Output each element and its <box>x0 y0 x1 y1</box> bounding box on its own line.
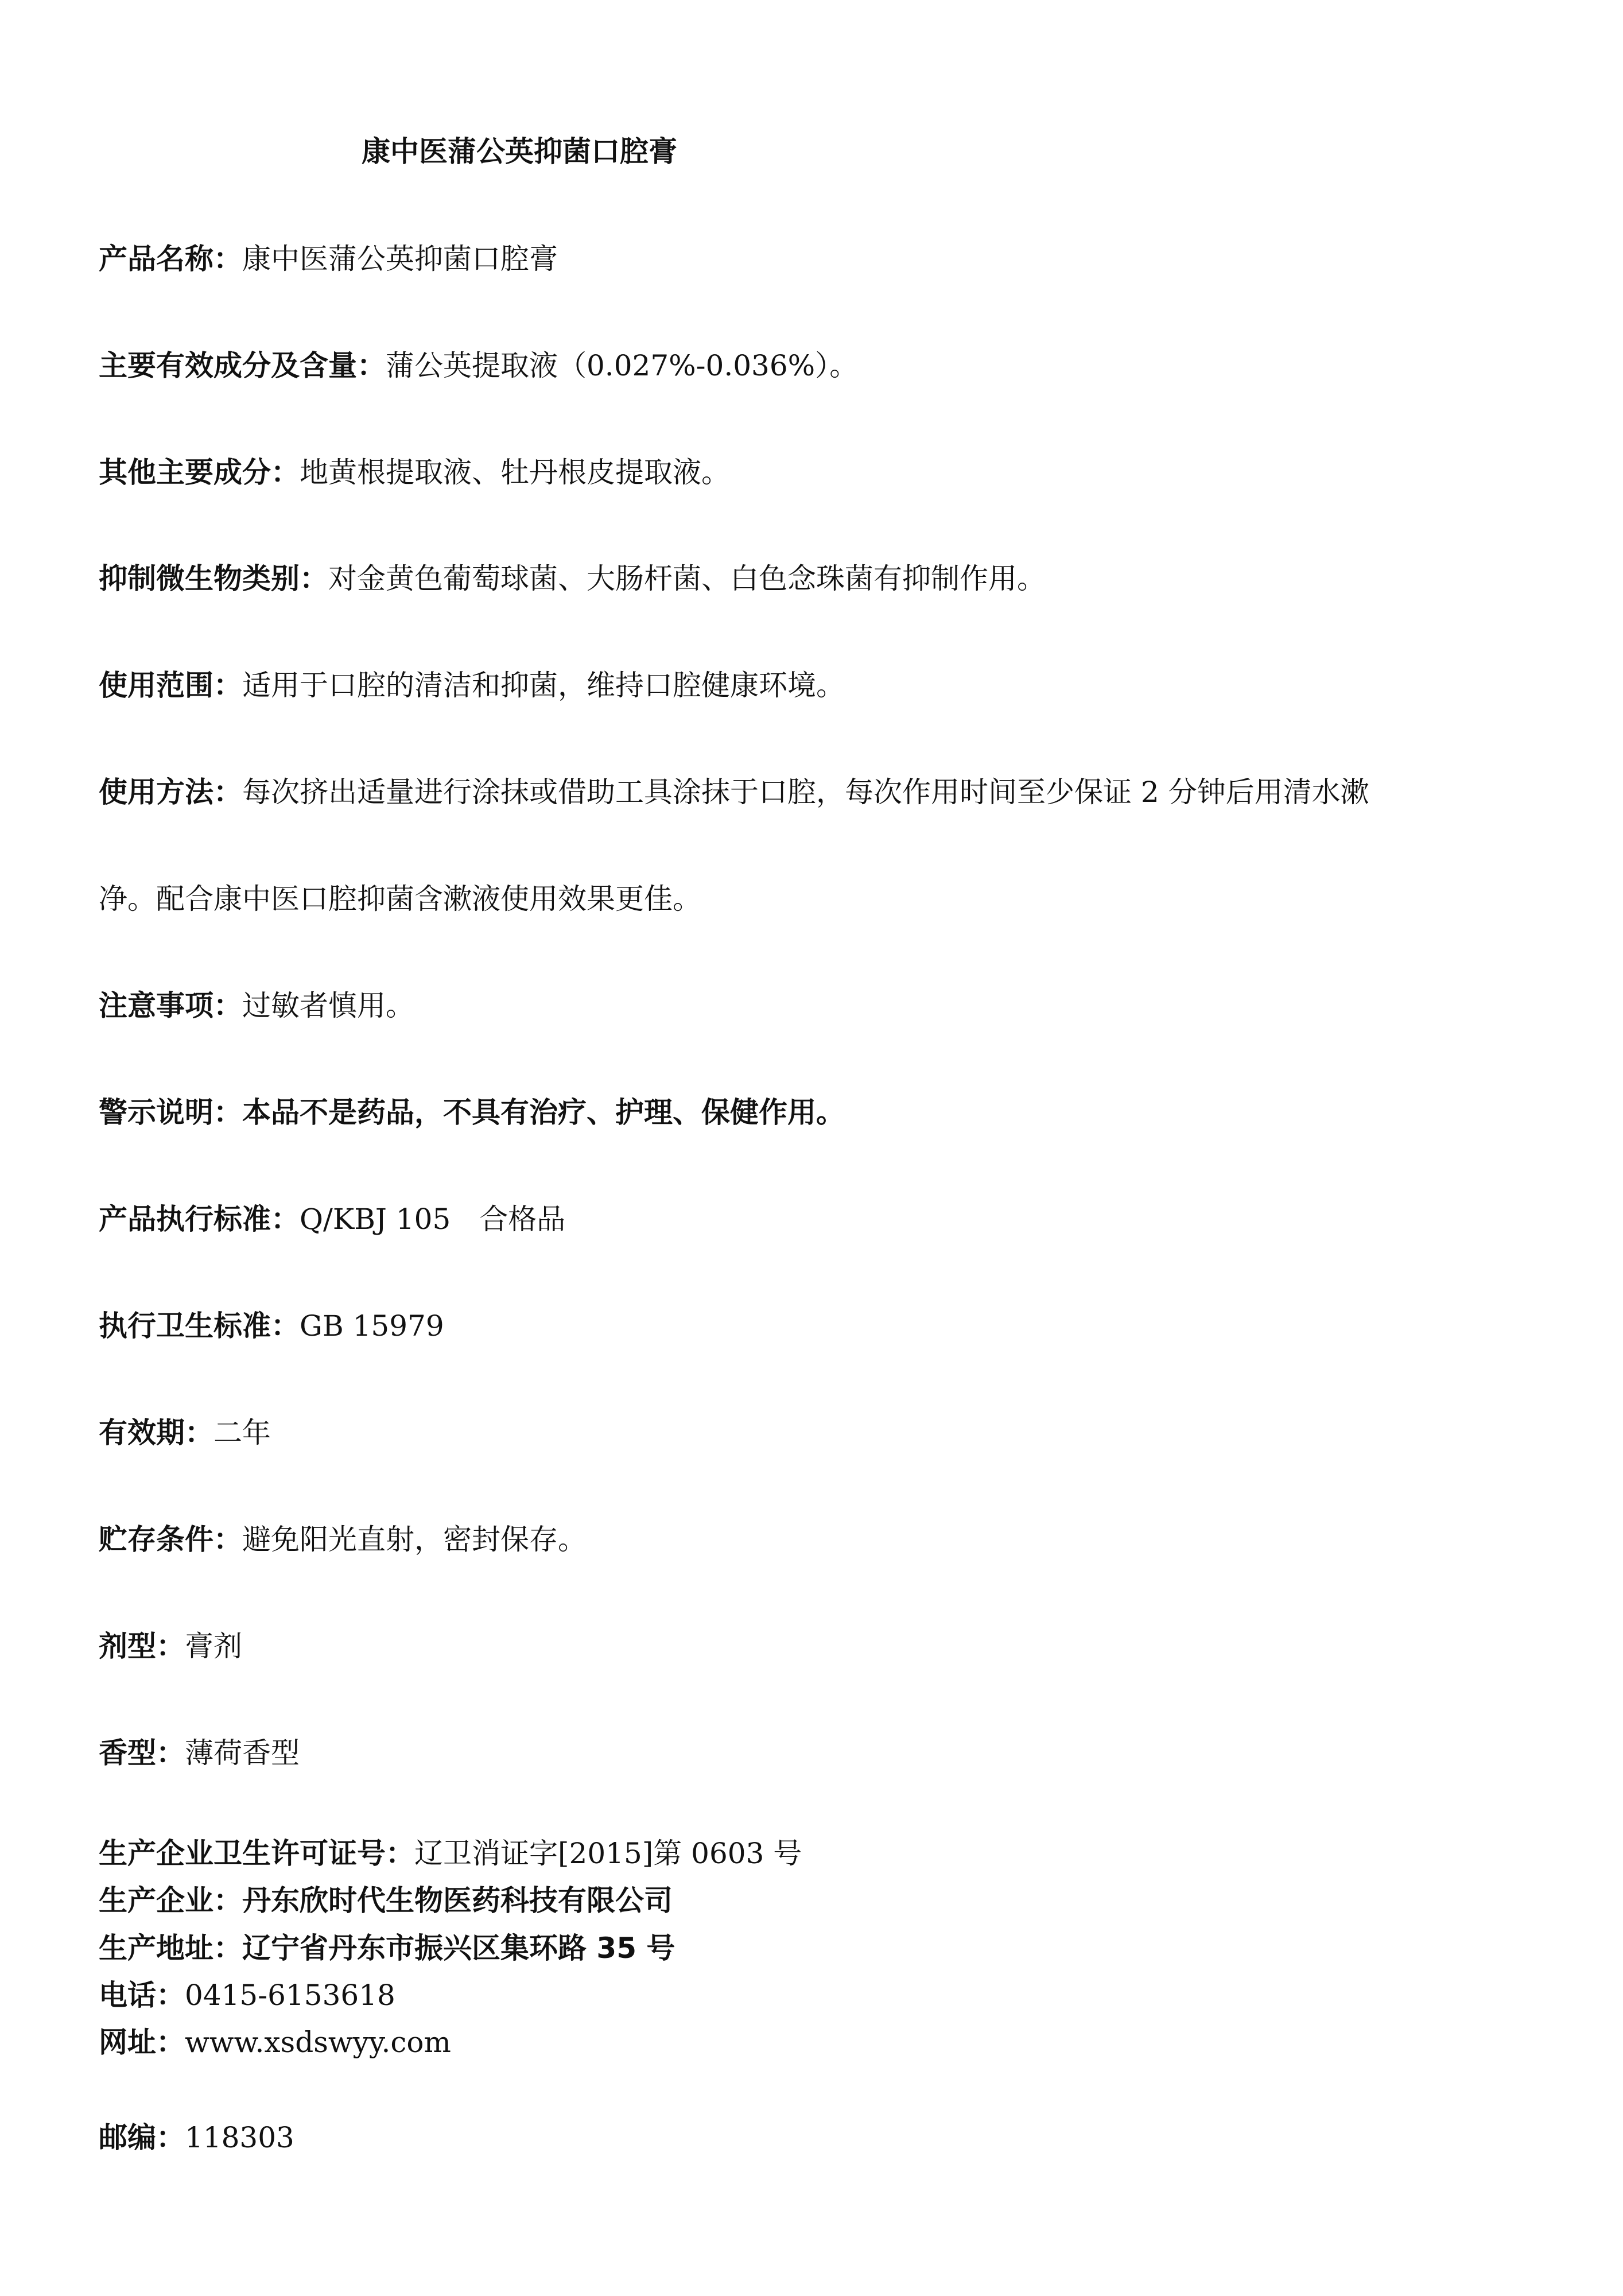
field-hygiene-standard <box>99 1305 444 1347</box>
field-microbe-category <box>99 558 1046 599</box>
field-label: 剂型： <box>99 1630 185 1663</box>
field-value: 辽卫消证字[2015]第 0603 号 <box>414 1837 802 1870</box>
field-label: 使用方法： <box>99 775 242 809</box>
field-value: 辽宁省丹东市振兴区集环路 35 号 <box>242 1932 675 1965</box>
field-usage-method-continuation: 净。配合康中医口腔抑菌含漱液使用效果更佳。 <box>99 882 701 916</box>
field-label: 其他主要成分： <box>99 456 300 489</box>
field-value: 丹东欣时代生物医药科技有限公司 <box>242 1884 673 1917</box>
field-shelf-life <box>99 1412 271 1453</box>
field-label: 香型： <box>99 1736 185 1770</box>
field-other-ingredients <box>99 452 730 493</box>
field-value: Q/KBJ 105 合格品 <box>300 1203 566 1236</box>
field-usage-scope <box>99 665 845 706</box>
field-label: 抑制微生物类别： <box>99 562 328 595</box>
field-label: 有效期： <box>99 1416 213 1449</box>
field-website <box>99 2022 451 2063</box>
field-value: 薄荷香型 <box>185 1736 300 1770</box>
field-value: 二年 <box>213 1416 271 1449</box>
field-label: 生产企业： <box>99 1884 242 1917</box>
document-title: 康中医蒲公英抑菌口腔膏 <box>362 135 677 168</box>
field-license-number <box>99 1833 802 1874</box>
field-label: 产品名称： <box>99 242 242 276</box>
field-value: 适用于口腔的清洁和抑菌，维持口腔健康环境。 <box>242 669 845 702</box>
field-precautions <box>99 985 414 1026</box>
field-value: 118303 <box>185 2121 294 2154</box>
field-usage-method <box>99 771 1369 813</box>
field-fragrance <box>99 1732 300 1774</box>
field-value: GB 15979 <box>300 1309 444 1343</box>
field-label: 生产地址： <box>99 1932 242 1965</box>
field-value: 膏剂 <box>185 1630 242 1663</box>
field-value: 避免阳光直射，密封保存。 <box>242 1523 587 1556</box>
field-label: 主要有效成分及含量： <box>99 349 386 382</box>
field-label: 注意事项： <box>99 989 242 1022</box>
field-storage <box>99 1519 587 1560</box>
field-postcode <box>99 2117 294 2158</box>
field-value: 本品不是药品，不具有治疗、护理、保健作用。 <box>242 1096 845 1129</box>
field-product-name <box>99 238 558 280</box>
field-value: 0415-6153618 <box>185 1979 395 2012</box>
field-label: 电话： <box>99 1979 185 2012</box>
field-main-ingredient <box>99 345 858 386</box>
field-label: 产品执行标准： <box>99 1203 300 1236</box>
field-manufacturer <box>99 1880 673 1921</box>
field-label: 使用范围： <box>99 669 242 702</box>
field-value: 蒲公英提取液（0.027%-0.036%）。 <box>386 349 859 382</box>
field-value: www.xsdswyy.com <box>185 2026 451 2059</box>
field-product-standard <box>99 1199 565 1240</box>
field-value: 对金黄色葡萄球菌、大肠杆菌、白色念珠菌有抑制作用。 <box>328 562 1046 595</box>
field-value: 地黄根提取液、牡丹根皮提取液。 <box>300 456 730 489</box>
field-value: 过敏者慎用。 <box>242 989 414 1022</box>
field-label: 贮存条件： <box>99 1523 242 1556</box>
field-label: 网址： <box>99 2026 185 2059</box>
field-value: 康中医蒲公英抑菌口腔膏 <box>242 242 558 276</box>
field-label: 生产企业卫生许可证号： <box>99 1837 414 1870</box>
field-label: 邮编： <box>99 2121 185 2154</box>
field-label: 警示说明： <box>99 1096 242 1129</box>
field-phone <box>99 1975 395 2016</box>
field-label: 执行卫生标准： <box>99 1309 300 1343</box>
field-dosage-form <box>99 1626 242 1667</box>
field-warning <box>99 1092 845 1133</box>
field-value: 每次挤出适量进行涂抹或借助工具涂抹于口腔，每次作用时间至少保证 2 分钟后用清水漱 <box>242 775 1369 809</box>
field-address <box>99 1927 675 1969</box>
